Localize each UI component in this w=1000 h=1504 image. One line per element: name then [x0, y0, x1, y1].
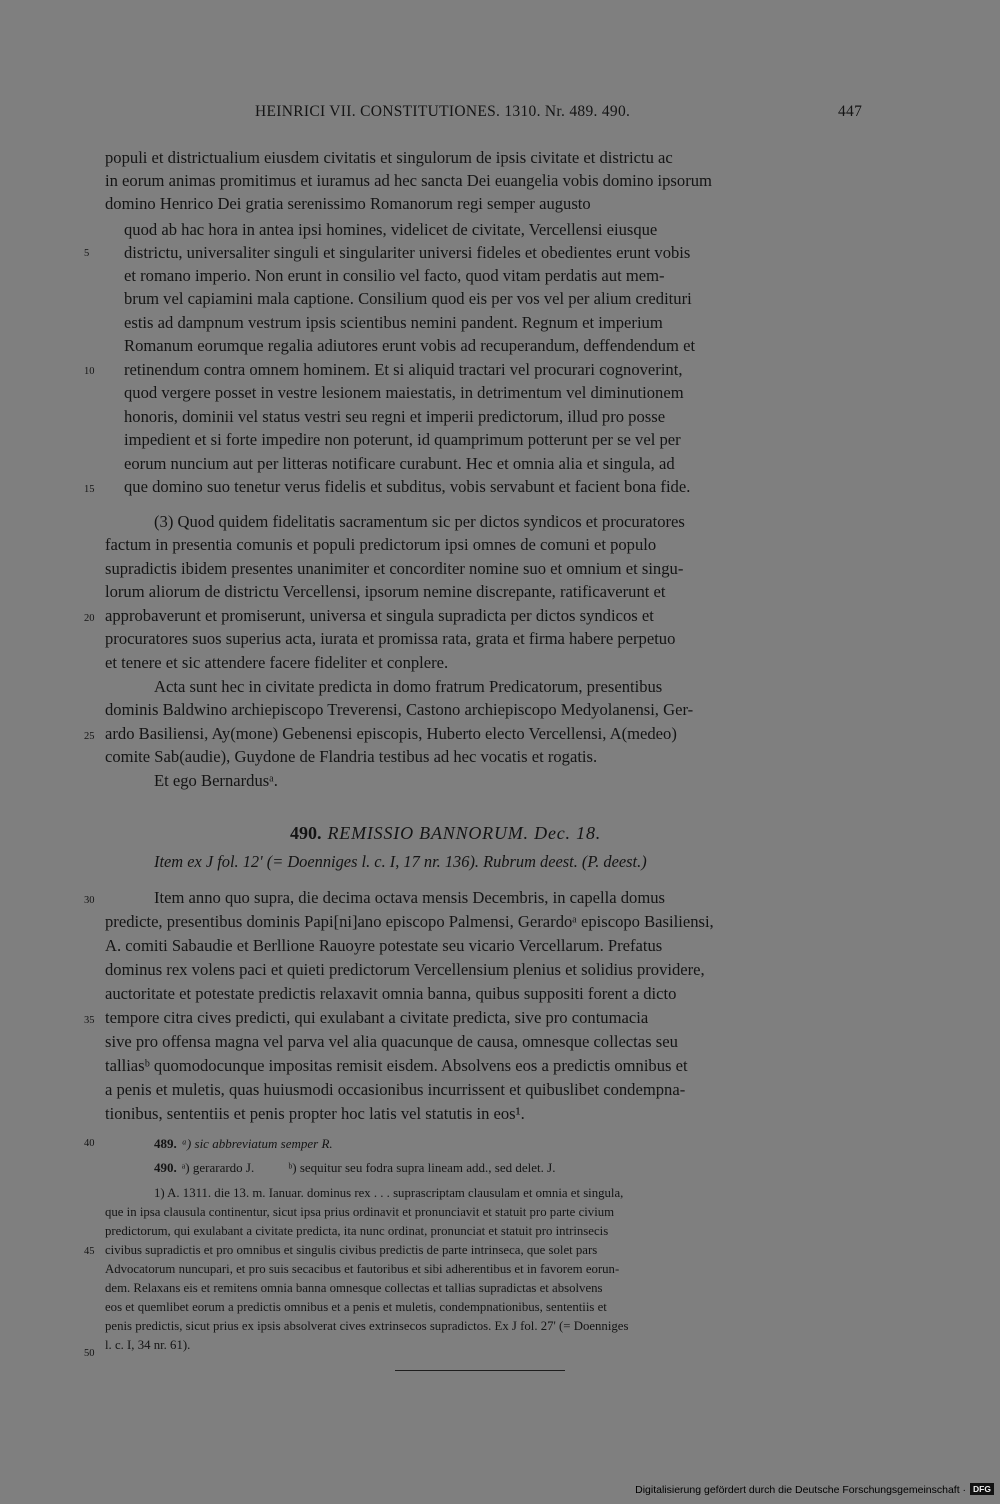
text-line: brum vel capiamini mala captione. Consilium quod eis per vos vel per alium credituri — [124, 289, 692, 308]
footnote-line: 1) A. 1311. die 13. m. Ianuar. dominus rex . . . suprascriptam clausulam et omnia et singula, — [154, 1186, 624, 1200]
text-line: estis ad dampnum vestrum ipsis scientibus nemini pandent. Regnum et imperium — [124, 313, 663, 332]
line-number: 15 — [84, 484, 95, 495]
text-line: procuratores suos superius acta, iurata et promissa rata, grata et firma habere perpetuo — [105, 629, 676, 648]
footnote-line: penis predictis, sicut prius ex ipsis absolverat cives extrinsecos supradictos. Ex J fol. 27' (= Doenniges — [105, 1319, 629, 1333]
text-line: comite Sab(audie), Guydone de Flandria testibus ad hec vocatis et rogatis. — [105, 747, 598, 766]
text-line: sive pro offensa magna vel parva vel alia quacunque de causa, omnesque collectas seu — [105, 1032, 678, 1051]
footnote-line: dem. Relaxans eis et remitens omnia banna omnesque collectas et tallias supradictas et absolvens — [105, 1281, 603, 1295]
text-line: domino Henrico Dei gratia serenissimo Romanorum regi semper augusto — [105, 194, 591, 213]
text-line: districtu, universaliter singuli et singulariter universi fideles et obedientes erunt vobis — [124, 243, 691, 262]
text-line: tempore citra cives predicti, qui exulabant a civitate predicta, sive pro contumacia — [105, 1008, 649, 1027]
text-line: tionibus, sententiis et penis propter hoc latis vel statutis in eos¹. — [105, 1104, 525, 1123]
text-line: supradictis ibidem presentes unanimiter et concorditer nomine suo et omnium et singu- — [105, 559, 684, 578]
footnote-a: ᵃ) gerarardo J. — [181, 1160, 255, 1175]
text-line: Romanum eorumque regalia adiutores erunt vobis ad recuperandum, deffendendum et — [124, 336, 696, 355]
text-line: dominis Baldwino archiepiscopo Treverensi, Castono archiepiscopo Medyolanensi, Ger- — [105, 700, 694, 719]
line-number: 5 — [84, 248, 90, 259]
text-line: auctoritate et potestate predictis relaxavit omnia banna, quibus suppositi forent a dicto — [105, 984, 677, 1003]
footnote-line: Advocatorum nuncupari, et pro suis secacibus et fautoribus et sibi adherentibus et in favorem eorun- — [105, 1262, 620, 1276]
line-number: 35 — [84, 1015, 95, 1026]
section-heading: REMISSIO BANNORUM. Dec. 18. — [327, 823, 602, 843]
text-line: et tenere et sic attendere facere fideliter et conplere. — [105, 653, 449, 672]
text-line: eorum nuncium aut per litteras notificare curabunt. Hec et omnia alia et singula, ad — [124, 454, 675, 473]
text-line: quod ab hac hora in antea ipsi homines, videlicet de civitate, Vercellensi eiusque — [124, 220, 658, 239]
text-line: populi et districtualium eiusdem civitatis et singulorum de ipsis civitate et districtu ac — [105, 148, 673, 167]
text-line: a penis et muletis, quas huiusmodi occasionibus incurrissent et quibuslibet condempna- — [105, 1080, 686, 1099]
text-line: predicte, presentibus dominis Papi[ni]ano episcopo Palmensi, Gerardoᵃ episcopo Basiliensi, — [105, 912, 714, 931]
footnote-number: 490. — [154, 1160, 177, 1175]
digitization-footer — [635, 1483, 994, 1496]
line-number: 30 — [84, 895, 95, 906]
text-line: quod vergere posset in vestre lesionem maiestatis, in detrimentum vel diminutionem — [124, 383, 684, 402]
text-line: in eorum animas promitimus et iuramus ad hec sancta Dei euangelia vobis domino ipsorum — [105, 171, 712, 190]
dfg-logo: DFG — [970, 1483, 994, 1495]
text-line: talliasᵇ quomodocunque impositas remisit eisdem. Absolvens eos a predictis omnibus et — [105, 1056, 688, 1075]
text-line: Et ego Bernardusᵃ. — [154, 771, 278, 790]
footnote-b: ᵇ) sequitur seu fodra supra lineam add., sed delet. J. — [288, 1160, 556, 1175]
line-number: 20 — [84, 613, 95, 624]
text-line: retinendum contra omnem hominem. Et si aliquid tractari vel procurari cognoverint, — [124, 360, 683, 379]
text-line: factum in presentia comunis et populi predictorum ipsi omnes de comuni et populo — [105, 535, 657, 554]
line-number: 50 — [84, 1348, 95, 1359]
page-number: 447 — [838, 103, 863, 120]
footer-text: Digitalisierung gefördert durch die Deutsche Forschungsgemeinschaft · — [635, 1484, 967, 1496]
section-title-490 — [290, 823, 601, 844]
line-number: 45 — [84, 1246, 95, 1257]
line-number: 40 — [84, 1138, 95, 1149]
closing-rule — [395, 1370, 565, 1371]
footnote-490 — [154, 1160, 555, 1176]
section-source-note: Item ex J fol. 12' (= Doenniges l. c. I, 17 nr. 136). Rubrum deest. (P. deest.) — [154, 852, 647, 871]
footnote-line: l. c. I, 34 nr. 61). — [105, 1338, 191, 1352]
text-line: lorum aliorum de districtu Vercellensi, ipsorum nemine discrepante, ratificaverunt et — [105, 582, 666, 601]
text-line: et romano imperio. Non erunt in consilio vel facto, quod vitam perdatis aut mem- — [124, 266, 665, 285]
text-line: honoris, dominii vel status vestri seu regni et imperii predictorum, illud pro posse — [124, 407, 666, 426]
text-line: ardo Basiliensi, Ay(mone) Gebenensi episcopis, Huberto electo Vercellensi, A(medeo) — [105, 724, 677, 743]
text-line: que domino suo tenetur verus fidelis et subditus, vobis servabunt et facient bona fide. — [124, 477, 691, 496]
text-line: Item anno quo supra, die decima octava mensis Decembris, in capella domus — [154, 888, 666, 907]
running-header-title: HEINRICI VII. CONSTITUTIONES. 1310. Nr. 489. 490. — [255, 103, 631, 120]
text-line: approbaverunt et promiserunt, universa et singula supradicta per dictos syndicos et — [105, 606, 654, 625]
footnote-text: ᵃ) sic abbreviatum semper R. — [181, 1136, 333, 1151]
line-number: 25 — [84, 731, 95, 742]
footnote-line: civibus supradictis et pro omnibus et singulis civibus predictis de parte intrinseca, que solet pars — [105, 1243, 598, 1257]
text-line: A. comiti Sabaudie et Berllione Rauoyre potestate seu vicario Vercellarum. Prefatus — [105, 936, 663, 955]
footnote-line: eos et quemlibet eorum a predictis omnibus et a penis et muletis, condempnationibus, sententiis et — [105, 1300, 607, 1314]
footnote-number: 489. — [154, 1136, 177, 1151]
footnote-489 — [154, 1136, 333, 1152]
footnote-line: predictorum, qui exulabant a civitate predicta, ita nunc ordinat, pronunciat et statuit pro intrinsecis — [105, 1224, 609, 1238]
footnote-line: que in ipsa clausula continentur, sicut ipsa prius ordinavit et pronunciavit et statuit pro parte civium — [105, 1205, 615, 1219]
text-line: dominus rex volens paci et quieti predictorum Vercellensium plenius et solidius providere, — [105, 960, 705, 979]
line-number: 10 — [84, 366, 95, 377]
text-line: (3) Quod quidem fidelitatis sacramentum sic per dictos syndicos et procuratores — [154, 512, 685, 531]
text-line: Acta sunt hec in civitate predicta in domo fratrum Predicatorum, presentibus — [154, 677, 663, 696]
section-number: 490. — [290, 823, 322, 843]
text-line: impedient et si forte impedire non poterunt, id quamprimum potterunt per se vel per — [124, 430, 681, 449]
